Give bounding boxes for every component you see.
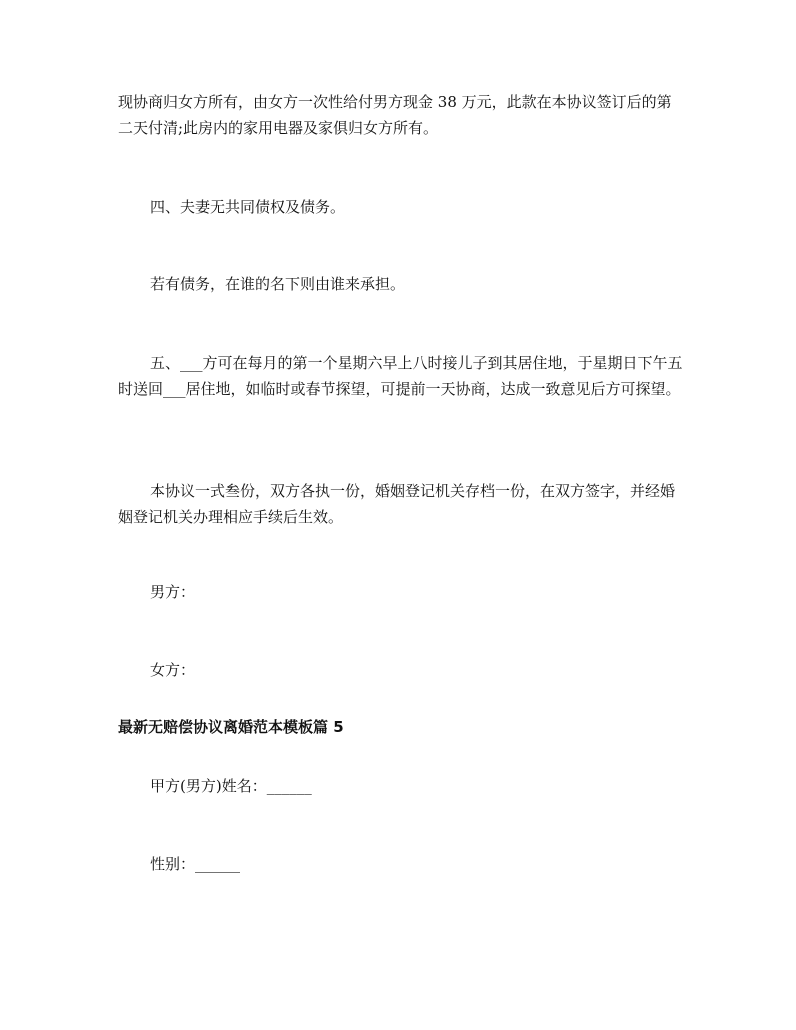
field-gender: 性别：______ bbox=[150, 855, 241, 873]
signature-line-husband: 男方： bbox=[150, 583, 196, 601]
field-party-a-name: 甲方(男方)姓名：______ bbox=[150, 777, 312, 795]
paragraph-agreement-copies: 本协议一式叁份，双方各执一份，婚姻登记机关存档一份，在双方签字，并经婚姻登记机关办理相应手续后生效。 bbox=[118, 482, 676, 526]
paragraph-clause-four: 四、夫妻无共同债权及债务。 bbox=[150, 198, 346, 216]
section-heading: 最新无赔偿协议离婚范本模板篇 5 bbox=[118, 718, 344, 736]
signature-line-wife: 女方： bbox=[150, 661, 196, 679]
paragraph-property-division: 现协商归女方所有，由女方一次性给付男方现金 38 万元，此款在本协议签订后的第二天付清;此房内的家用电器及家俱归女方所有。 bbox=[118, 93, 672, 137]
paragraph-debts: 若有债务，在谁的名下则由谁来承担。 bbox=[150, 275, 406, 293]
paragraph-clause-five: 五、___方可在每月的第一个星期六早上八时接儿子到其居住地，于星期日下午五时送回___居住地，如临时或春节探望，可提前一天协商，达成一致意见后方可探望。 bbox=[118, 354, 683, 398]
